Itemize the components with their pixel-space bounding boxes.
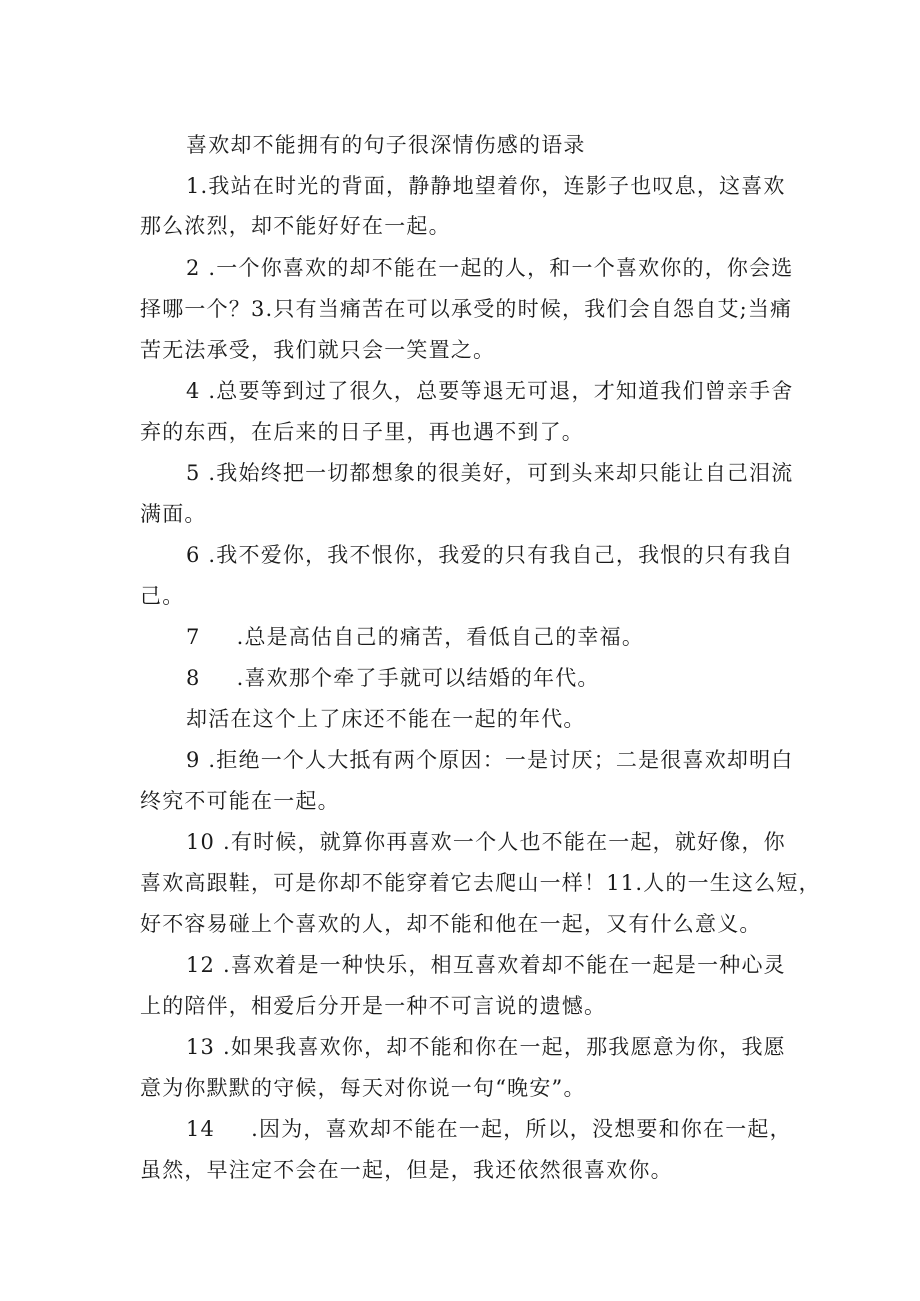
paragraph-line: 好不容易碰上个喜欢的人，却不能和他在一起，又有什么意义。	[140, 912, 762, 936]
item-number: 8	[186, 666, 201, 690]
paragraph-line: 1.我站在时光的背面，静静地望着你，连影子也叹息，这喜欢	[186, 174, 786, 198]
paragraph-line: 弃的东西，在后来的日子里，再也遇不到了。	[140, 420, 584, 444]
paragraph-line: 喜欢高跟鞋，可是你却不能穿着它去爬山一样！11.人的一生这么短，	[140, 871, 821, 895]
item-text: .喜欢那个牵了手就可以结婚的年代。	[236, 666, 600, 690]
paragraph-line	[186, 623, 790, 651]
paragraph-line: 12 .喜欢着是一种快乐，相互喜欢着却不能在一起是一种心灵	[186, 953, 786, 977]
paragraph-line: 择哪一个？3.只有当痛苦在可以承受的时候，我们会自怨自艾;当痛	[140, 297, 793, 321]
paragraph-line: 虽然，早注定不会在一起，但是，我还依然很喜欢你。	[140, 1158, 673, 1182]
item-text: .因为，喜欢却不能在一起，所以，没想要和你在一起，	[251, 1117, 792, 1141]
paragraph-line: 那么浓烈，却不能好好在一起。	[140, 214, 451, 238]
paragraph-line: 9 .拒绝一个人大抵有两个原因：一是讨厌；二是很喜欢却明白	[186, 748, 794, 772]
paragraph-line: 苦无法承受，我们就只会一笑置之。	[140, 338, 496, 362]
item-number: 14	[186, 1117, 216, 1141]
item-text: .总是高估自己的痛苦，看低自己的幸福。	[236, 625, 645, 649]
paragraph-line: 上的陪伴，相爱后分开是一种不可言说的遗憾。	[140, 994, 607, 1018]
paragraph-line: 终究不可能在一起。	[140, 789, 340, 813]
paragraph-line: 4 .总要等到过了很久，总要等退无可退，才知道我们曾亲手舍	[186, 379, 794, 403]
paragraph-line: 己。	[140, 584, 185, 608]
paragraph-line	[186, 664, 790, 692]
paragraph-line: 5 .我始终把一切都想象的很美好，可到头来却只能让自己泪流	[186, 461, 794, 485]
paragraph-line: 10 .有时候，就算你再喜欢一个人也不能在一起，就好像，你	[186, 830, 786, 854]
item-number: 7	[186, 625, 201, 649]
paragraph-line: 意为你默默的守候，每天对你说一句“晚安”。	[140, 1076, 586, 1100]
paragraph-line: 却活在这个上了床还不能在一起的年代。	[186, 707, 586, 731]
paragraph-line: 2 .一个你喜欢的却不能在一起的人，和一个喜欢你的，你会选	[186, 256, 794, 280]
paragraph-line	[186, 1115, 790, 1143]
paragraph-line: 满面。	[140, 502, 207, 526]
page-title: 喜欢却不能拥有的句子很深情伤感的语录	[186, 133, 586, 157]
paragraph-line: 13 .如果我喜欢你，却不能和你在一起，那我愿意为你，我愿	[186, 1035, 786, 1059]
paragraph-line: 6 .我不爱你，我不恨你，我爱的只有我自己，我恨的只有我自	[186, 543, 794, 567]
